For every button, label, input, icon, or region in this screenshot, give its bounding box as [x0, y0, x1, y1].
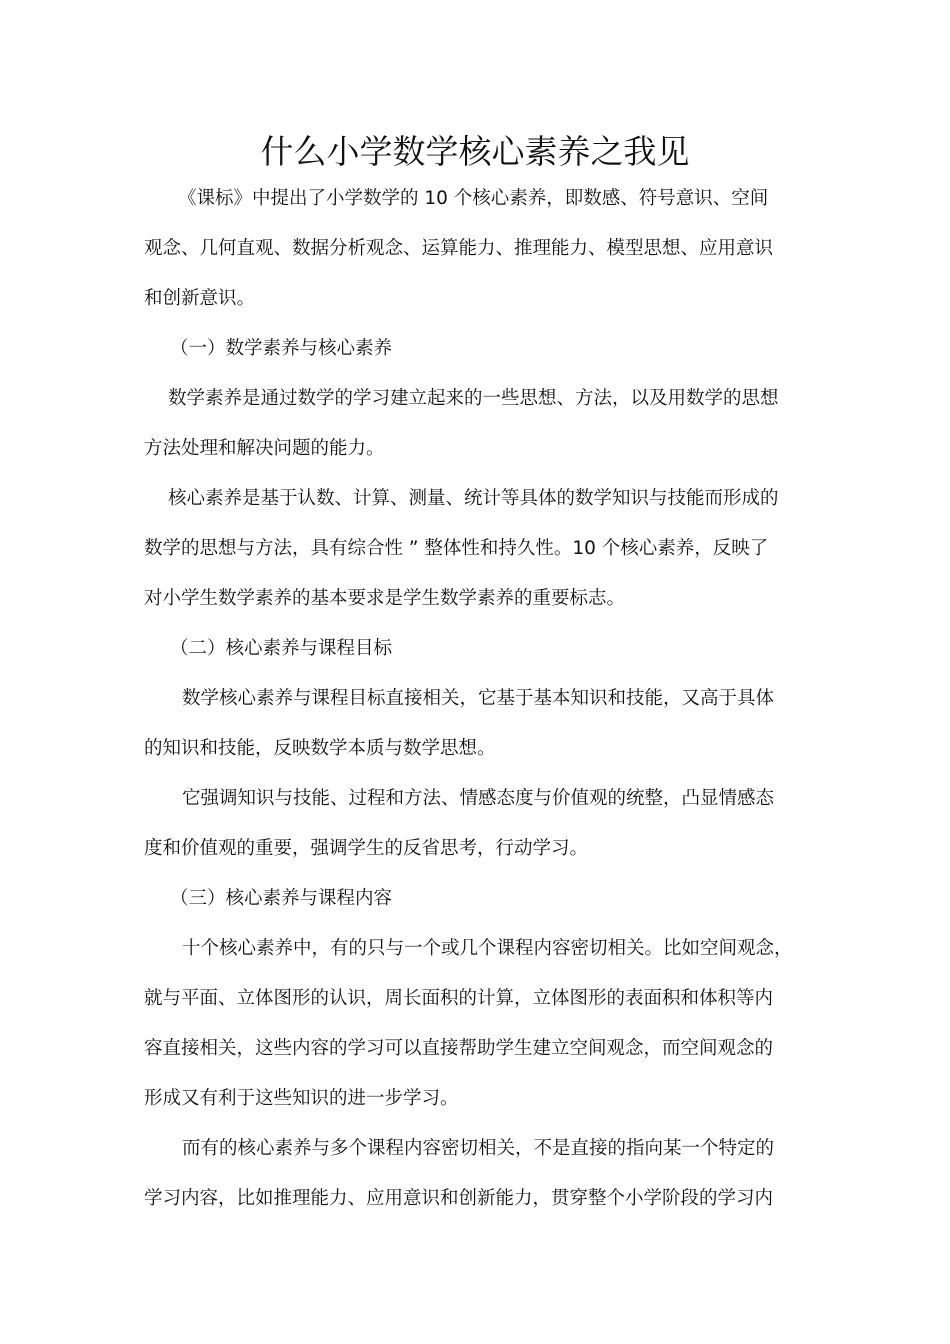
text-line: 度和价值观的重要，强调学生的反省思考，行动学习。: [144, 838, 589, 859]
section-heading: （一）数学素养与核心素养: [170, 338, 393, 359]
text-line: 它强调知识与技能、过程和方法、情感态度与价值观的统整，凸显情感态: [182, 788, 775, 809]
section-heading: （二）核心素养与课程目标: [170, 638, 393, 659]
text-line: 对小学生数学素养的基本要求是学生数学素养的重要标志。: [144, 588, 626, 609]
text-line: 而有的核心素养与多个课程内容密切相关，不是直接的指向某一个特定的: [182, 1138, 775, 1159]
text-line: 就与平面、立体图形的认识，周长面积的计算，立体图形的表面积和体积等内: [144, 988, 774, 1009]
text-line: 数学的思想与方法，具有综合性 ” 整体性和持久性。10 个核心素养，反映了: [144, 538, 769, 559]
text-line: 数学素养是通过数学的学习建立起来的一些思想、方法，以及用数学的思想: [168, 388, 779, 409]
text-line: 学习内容，比如推理能力、应用意识和创新能力，贯穿整个小学阶段的学习内: [144, 1188, 774, 1209]
text-line: 《课标》中提出了小学数学的 10 个核心素养，即数感、符号意识、空间: [178, 188, 769, 209]
text-line: 形成又有利于这些知识的进一步学习。: [144, 1088, 459, 1109]
text-line: 容直接相关，这些内容的学习可以直接帮助学生建立空间观念，而空间观念的: [144, 1038, 774, 1059]
section-heading: （三）核心素养与课程内容: [170, 888, 393, 909]
document-title: 什么小学数学核心素养之我见: [260, 132, 690, 171]
text-line: 的知识和技能，反映数学本质与数学思想。: [144, 738, 496, 759]
text-line: 十个核心素养中，有的只与一个或几个课程内容密切相关。比如空间观念，: [182, 938, 793, 959]
text-line: 和创新意识。: [144, 288, 256, 309]
text-line: 观念、几何直观、数据分析观念、运算能力、推理能力、模型思想、应用意识: [144, 238, 774, 259]
text-line: 方法处理和解决问题的能力。: [144, 438, 385, 459]
text-line: 数学核心素养与课程目标直接相关，它基于基本知识和技能，又高于具体: [182, 688, 775, 709]
text-line: 核心素养是基于认数、计算、测量、统计等具体的数学知识与技能而形成的: [168, 488, 779, 509]
